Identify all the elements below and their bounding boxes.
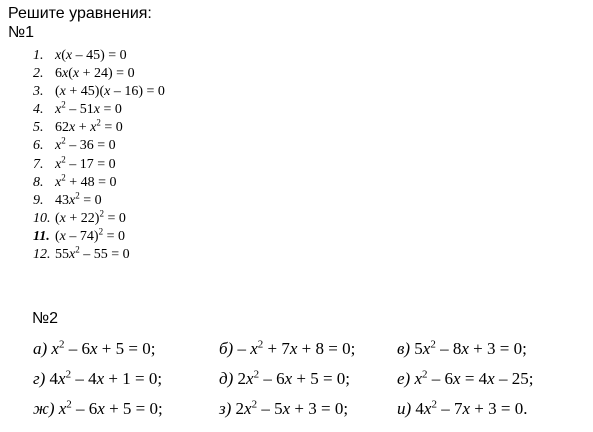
equation-number: 6. [33, 138, 44, 154]
equation-item [33, 101, 165, 119]
equation-expression: $x^2 - 6x + 5 = 0$; [58, 398, 163, 418]
equation-cell [397, 394, 527, 424]
equation-label: б) [219, 339, 238, 358]
equation-cell [33, 364, 162, 394]
equation-label: в) [397, 339, 415, 358]
equation-expression: $4x^2 - 4x + 1 = 0$; [49, 368, 163, 388]
equation-item [33, 119, 165, 137]
section-1-heading: №1 [8, 24, 35, 41]
equation-text: $x^2 + 48 = 0$ [55, 172, 117, 190]
equation-label: и) [397, 399, 416, 418]
equation-item [33, 65, 165, 83]
equation-text: $x^2 - 36 = 0$ [55, 135, 116, 154]
equation-label: е) [397, 369, 415, 388]
equation-cell [397, 364, 533, 394]
equation-label: д) [219, 369, 238, 388]
equation-item [33, 174, 165, 192]
equation-item [33, 153, 165, 174]
equation-item [33, 83, 165, 101]
equation-number: 5. [33, 120, 44, 136]
equation-number: 8. [33, 174, 44, 190]
equation-text: $55x^2 - 55 = 0$ [55, 244, 130, 263]
equation-text: $62x + x^2 = 0$ [55, 117, 123, 136]
equation-number: 1. [33, 48, 44, 63]
equation-item [33, 228, 165, 246]
equation-cell [219, 334, 355, 364]
equation-number: 9. [33, 192, 44, 208]
equation-number: 11. [33, 228, 50, 244]
equation-number: 2. [33, 66, 44, 82]
equation-expression: $x^2 - 6x + 5 = 0$; [51, 338, 156, 358]
equation-expression: $2x^2 - 5x + 3 = 0$; [235, 398, 349, 418]
equation-text: $x^2 - 17 = 0$ [55, 153, 116, 172]
page-title: Решите уравнения: [8, 5, 152, 22]
equation-item [33, 210, 165, 228]
equation-text: (x + 45)(x – 16) = 0 [55, 84, 165, 100]
equation-expression: $2x^2 - 6x + 5 = 0$; [237, 368, 351, 388]
equation-text: x(x – 45) = 0 [55, 48, 127, 63]
equation-label: а) [33, 339, 52, 358]
equation-item [33, 192, 165, 210]
equation-cell [397, 334, 527, 364]
equation-text: $(x + 22)^2 = 0$ [55, 208, 126, 226]
equation-number: 10. [33, 210, 51, 226]
equation-cell [219, 364, 350, 394]
equation-number: 3. [33, 84, 44, 100]
equation-expression: $x^2 - 6x = 4x - 25$; [414, 368, 534, 388]
equation-text: 6x(x + 24) = 0 [55, 66, 135, 82]
equation-list [33, 47, 165, 264]
equation-number: 12. [33, 247, 51, 263]
equation-cell [33, 394, 163, 424]
equation-expression: $4x^2 - 7x + 3 = 0$. [415, 398, 528, 418]
equation-label: г) [33, 369, 50, 388]
equation-expression: – $x^2 + 7x + 8 = 0$; [237, 338, 356, 358]
equation-text: $43x^2 = 0$ [55, 190, 102, 208]
equation-label: ж) [33, 399, 59, 418]
equation-item [33, 47, 165, 65]
equation-label: з) [219, 399, 236, 418]
equation-number: 4. [33, 102, 44, 118]
equation-item [33, 246, 165, 264]
section-2-heading: №2 [32, 310, 59, 327]
equation-number: 7. [33, 156, 44, 172]
equation-cell [219, 394, 348, 424]
equation-item [33, 137, 165, 155]
equation-cell [33, 334, 155, 364]
equation-text: (x – 74)$^2$ = 0 [55, 226, 125, 244]
equation-text: $x^2 - 51x = 0$ [55, 99, 122, 118]
equation-expression: $5x^2 - 8x + 3 = 0$; [414, 338, 527, 358]
